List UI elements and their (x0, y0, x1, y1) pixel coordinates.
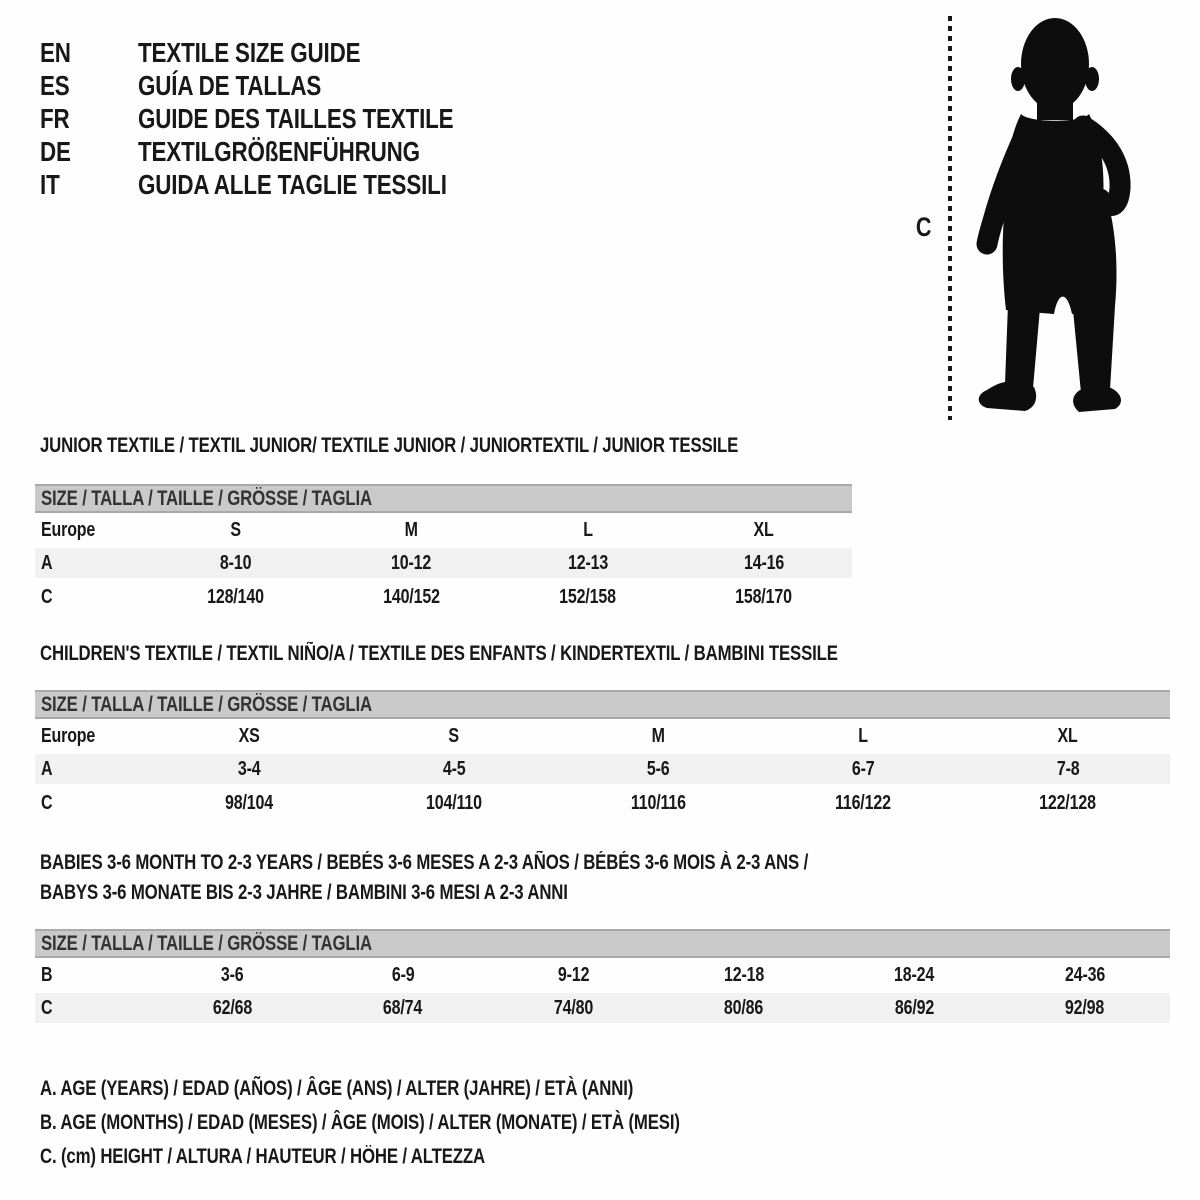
height-value: 98/104 (225, 791, 274, 814)
language-title-it: GUIDA ALLE TAGLIE TESSILI (138, 168, 447, 200)
size-value: XL (1057, 725, 1078, 747)
height-value: 152/158 (559, 585, 616, 608)
age-value: 14-16 (743, 551, 784, 574)
age-value: 8-10 (219, 551, 251, 574)
age-value: 10-12 (391, 551, 432, 574)
babies-section-title-line1: BABIES 3-6 MONTH TO 2-3 YEARS / BEBÉS 3-6 MESES A 2-3 AÑOS / BÉBÉS 3-6 MOIS À 2-3 ANS / (40, 851, 809, 874)
language-title-en: TEXTILE SIZE GUIDE (138, 36, 361, 68)
months-value: 12-18 (723, 964, 764, 986)
language-title-es: GUÍA DE TALLAS (138, 69, 322, 101)
height-value: 104/110 (425, 791, 482, 814)
language-row-es (40, 69, 532, 102)
note-age-months: B. AGE (MONTHS) / EDAD (MESES) / ÂGE (MOIS) / ALTER (MONATE) / ETÀ (MESI) (40, 1111, 680, 1134)
height-value: 116/122 (835, 791, 892, 814)
row-label: A (41, 551, 53, 574)
months-value: 9-12 (557, 964, 589, 986)
height-value: 92/98 (1065, 996, 1105, 1019)
children-section-title: CHILDREN'S TEXTILE / TEXTIL NIÑO/A / TEXTILE DES ENFANTS / KINDERTEXTIL / BAMBINI TESSILE (40, 642, 838, 665)
language-code-es: ES (40, 69, 70, 101)
note-age-years: A. AGE (YEARS) / EDAD (AÑOS) / ÂGE (ANS) / ALTER (JAHRE) / ETÀ (ANNI) (40, 1077, 634, 1100)
months-value: 6-9 (391, 964, 415, 986)
children-row-europe (35, 719, 1170, 754)
row-label: Europe (41, 519, 96, 541)
height-measure-label: C (915, 212, 932, 242)
children-row-age (35, 754, 1170, 784)
age-value: 4-5 (442, 757, 466, 780)
height-value: 110/116 (631, 791, 686, 814)
language-title-fr: GUIDE DES TAILLES TEXTILE (138, 102, 454, 134)
children-size-table (35, 690, 1170, 822)
row-label: C (41, 791, 53, 814)
height-value: 128/140 (206, 585, 264, 608)
size-value: S (229, 519, 241, 541)
height-value: 80/86 (724, 996, 764, 1019)
babies-size-header-band: SIZE / TALLA / TAILLE / GRÖSSE / TAGLIA (35, 929, 1170, 958)
junior-row-age (35, 548, 852, 578)
row-label: A (41, 757, 53, 780)
age-value: 6-7 (851, 757, 875, 780)
size-value: XS (238, 725, 260, 747)
height-value: 74/80 (553, 996, 593, 1019)
size-value: L (582, 519, 593, 541)
size-value: M (404, 519, 418, 541)
language-code-fr: FR (40, 102, 70, 134)
size-value: S (448, 725, 460, 747)
language-row-fr (40, 102, 532, 135)
height-value: 122/128 (1039, 791, 1097, 814)
junior-row-europe (35, 513, 852, 548)
language-code-it: IT (40, 168, 60, 200)
months-value: 24-36 (1064, 964, 1105, 986)
row-label: C (41, 585, 53, 608)
language-row-it (40, 168, 532, 201)
language-row-de (40, 135, 532, 168)
children-size-header-band: SIZE / TALLA / TAILLE / GRÖSSE / TAGLIA (35, 690, 1170, 719)
height-value: 68/74 (383, 996, 423, 1019)
junior-section-title: JUNIOR TEXTILE / TEXTIL JUNIOR/ TEXTILE JUNIOR / JUNIORTEXTIL / JUNIOR TESSILE (40, 434, 739, 457)
babies-row-months (35, 958, 1170, 993)
row-label: C (41, 996, 53, 1019)
age-value: 12-13 (567, 551, 608, 574)
language-code-de: DE (40, 135, 71, 167)
language-title-list (40, 36, 532, 201)
babies-section-title-line2: BABYS 3-6 MONATE BIS 2-3 JAHRE / BAMBINI 3-6 MESI A 2-3 ANNI (40, 881, 568, 904)
months-value: 18-24 (894, 964, 935, 986)
legend-notes (40, 1072, 840, 1174)
size-value: L (858, 725, 868, 747)
age-value: 7-8 (1056, 757, 1080, 780)
row-label: B (41, 964, 53, 986)
age-value: 3-4 (237, 757, 261, 780)
toddler-silhouette-icon (968, 16, 1140, 420)
children-row-height (35, 784, 1170, 822)
height-measure-dashed-line (948, 16, 952, 420)
junior-size-header-band: SIZE / TALLA / TAILLE / GRÖSSE / TAGLIA (35, 484, 852, 513)
language-code-en: EN (40, 36, 71, 68)
note-height-cm: C. (cm) HEIGHT / ALTURA / HAUTEUR / HÖHE / ALTEZZA (40, 1145, 485, 1168)
language-title-de: TEXTILGRÖßENFÜHRUNG (138, 135, 420, 167)
size-value: M (651, 725, 666, 747)
age-value: 5-6 (647, 757, 670, 780)
babies-size-table (35, 929, 1170, 1023)
height-value: 158/170 (735, 585, 793, 608)
height-value: 140/152 (383, 585, 440, 608)
height-value: 86/92 (894, 996, 934, 1019)
junior-row-height (35, 578, 852, 616)
height-value: 62/68 (212, 996, 252, 1019)
row-label: Europe (41, 725, 96, 747)
months-value: 3-6 (220, 964, 244, 986)
babies-row-height (35, 993, 1170, 1023)
size-value: XL (753, 519, 774, 541)
language-row-en (40, 36, 532, 69)
junior-size-table (35, 484, 852, 616)
